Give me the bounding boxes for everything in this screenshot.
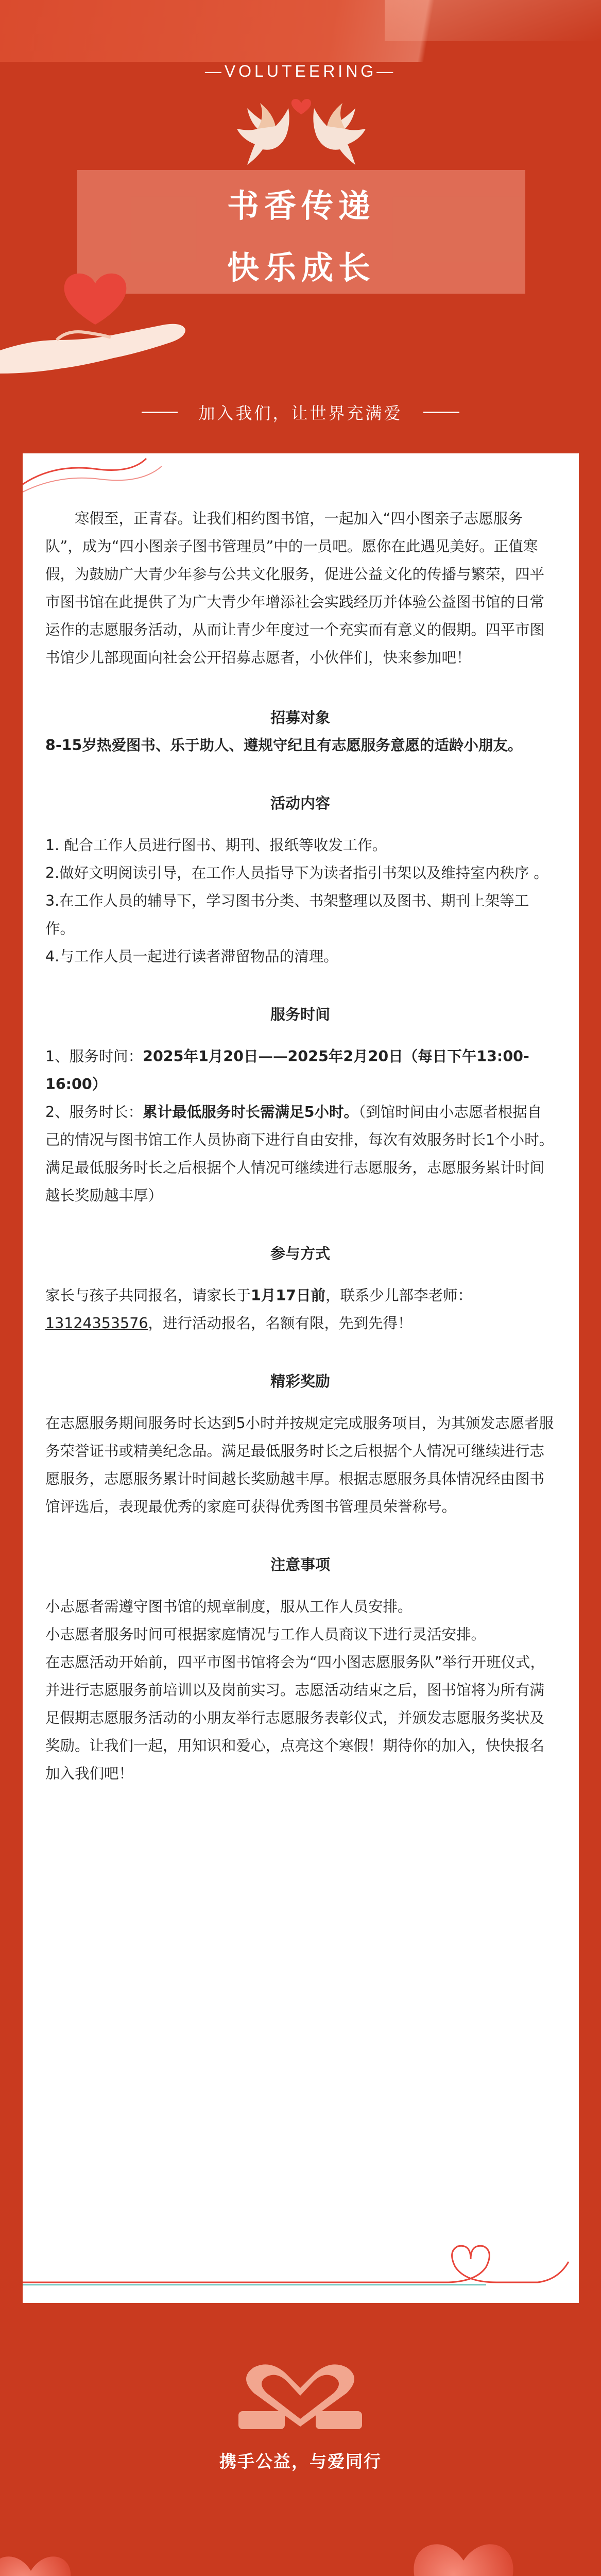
section-title-service-time: 服务时间 [270, 1006, 330, 1023]
recruit-text: 8-15岁热爱图书、乐于助人、遵规守纪且有志愿服务意愿的适龄小朋友。 [45, 737, 523, 754]
rewards-text: 在志愿服务期间服务时长达到5小时并按规定完成服务项目，为其颁发志愿者服务荣誉证书或精美纪念品。满足最低服务时长之后根据个人情况可继续进行志愿服务，志愿服务累计时间越长奖励越丰厚。根据志愿服务具体情况经由图书馆评选后，表现最优秀的家庭可获得优秀图书管理员荣誉称号。 [45, 1415, 554, 1515]
service-time-line [45, 1043, 555, 1098]
content-card [23, 453, 579, 2303]
hero-slogan: 加入我们，让世界充满爱 [198, 403, 403, 423]
footer-slogan: 携手公益，与爱同行 [219, 2451, 382, 2471]
section-title-recruit: 招募对象 [270, 709, 330, 726]
hero-corner-glow [385, 0, 601, 41]
service-duration-minimum: 累计最低服务时长需满足5小时。 [143, 1104, 358, 1121]
signup-text [45, 1282, 555, 1337]
signup-text-part2: ，联系少儿部李老师： [325, 1287, 473, 1304]
service-duration-line [45, 1098, 555, 1210]
signup-deadline: 1月17日前 [251, 1287, 326, 1304]
activity-item: 1. 配合工作人员进行图书、期刊、报纸等收发工作。 [45, 837, 387, 854]
heart-line-decoration [23, 2215, 579, 2303]
activity-item: 2.做好文明阅读引导，在工作人员指导下为读者指引书架以及维持室内秩序 。 [45, 865, 548, 882]
signup-text-part1: 家长与孩子共同报名，请家长于 [45, 1287, 251, 1304]
service-duration-label: 2、服务时长： [45, 1104, 143, 1121]
divider [142, 412, 178, 413]
heart-hands-icon [238, 2362, 362, 2429]
slogan-row [0, 399, 601, 425]
footer [0, 2303, 601, 2576]
section-title-rewards: 精彩奖励 [270, 1372, 330, 1390]
service-time-label: 1、服务时间： [45, 1048, 143, 1065]
page-title-line1: 书香传递 [227, 187, 375, 225]
hand-heart-icon [0, 263, 196, 397]
note-item: 小志愿者服务时间可根据家庭情况与工作人员商议下进行灵活安排。 [45, 1626, 486, 1643]
service-duration-detail: （到馆时间由小志愿者根据自己的情况与图书馆工作人员协商下进行自由安排，每次有效服务时长1个小时。满足最低服务时长之后根据个人情况可继续进行志愿服务，志愿服务累计时间越长奖励越丰厚） [45, 1104, 554, 1204]
hearts-decoration [0, 2499, 601, 2576]
divider [423, 412, 459, 413]
activity-item: 4.与工作人员一起进行读者滞留物品的清理。 [45, 948, 338, 965]
contact-phone-link[interactable]: 13124353576 [45, 1315, 148, 1332]
volunteering-tagline: —VOLUTEERING— [204, 62, 397, 80]
red-scribble-icon [23, 453, 177, 510]
section-title-signup: 参与方式 [270, 1245, 330, 1262]
signup-text-part3: ，进行活动报名，名额有限，先到先得！ [148, 1315, 413, 1332]
note-item: 小志愿者需遵守图书馆的规章制度，服从工作人员安排。 [45, 1598, 413, 1615]
article-body [45, 505, 555, 1788]
section-title-activities: 活动内容 [270, 794, 330, 812]
activity-item: 3.在工作人员的辅导下，学习图书分类、书架整理以及图书、期刊上架等工作。 [45, 892, 529, 937]
intro-paragraph: 寒假至，正青春。让我们相约图书馆，一起加入“四小图亲子志愿服务队”，成为“四小图亲子图书管理员”中的一员吧。愿你在此遇见美好。正值寒假，为鼓励广大青少年参与公共文化服务，促进公益文化的传播与繁荣，四平市图书馆在此提供了为广大青少年增添社会实践经历并体验公益图书馆的日常运作的志愿服务活动，从而让青少年度过一个充实而有意义的假期。四平市图书馆少儿部现面向社会公开招募志愿者，小伙伴们，快来参加吧！ [45, 510, 545, 666]
note-item: 在志愿活动开始前，四平市图书馆将会为“四小图志愿服务队”举行开班仪式，并进行志愿服务前培训以及岗前实习。志愿活动结束之后，图书馆将为所有满足假期志愿服务活动的小朋友举行志愿服务表彰仪式，并颁发志愿服务奖状及奖励。让我们一起，用知识和爱心，点亮这个寒假！期待你的加入，快快报名加入我们吧！ [45, 1654, 545, 1782]
page-title-line2: 快乐成长 [227, 249, 375, 286]
doves-icon [227, 88, 376, 170]
section-title-notes: 注意事项 [270, 1556, 330, 1573]
hero-banner [0, 0, 601, 453]
service-time-range: 2025年1月20日——2025年2月20日（每日下午13:00-16:00） [45, 1048, 529, 1093]
